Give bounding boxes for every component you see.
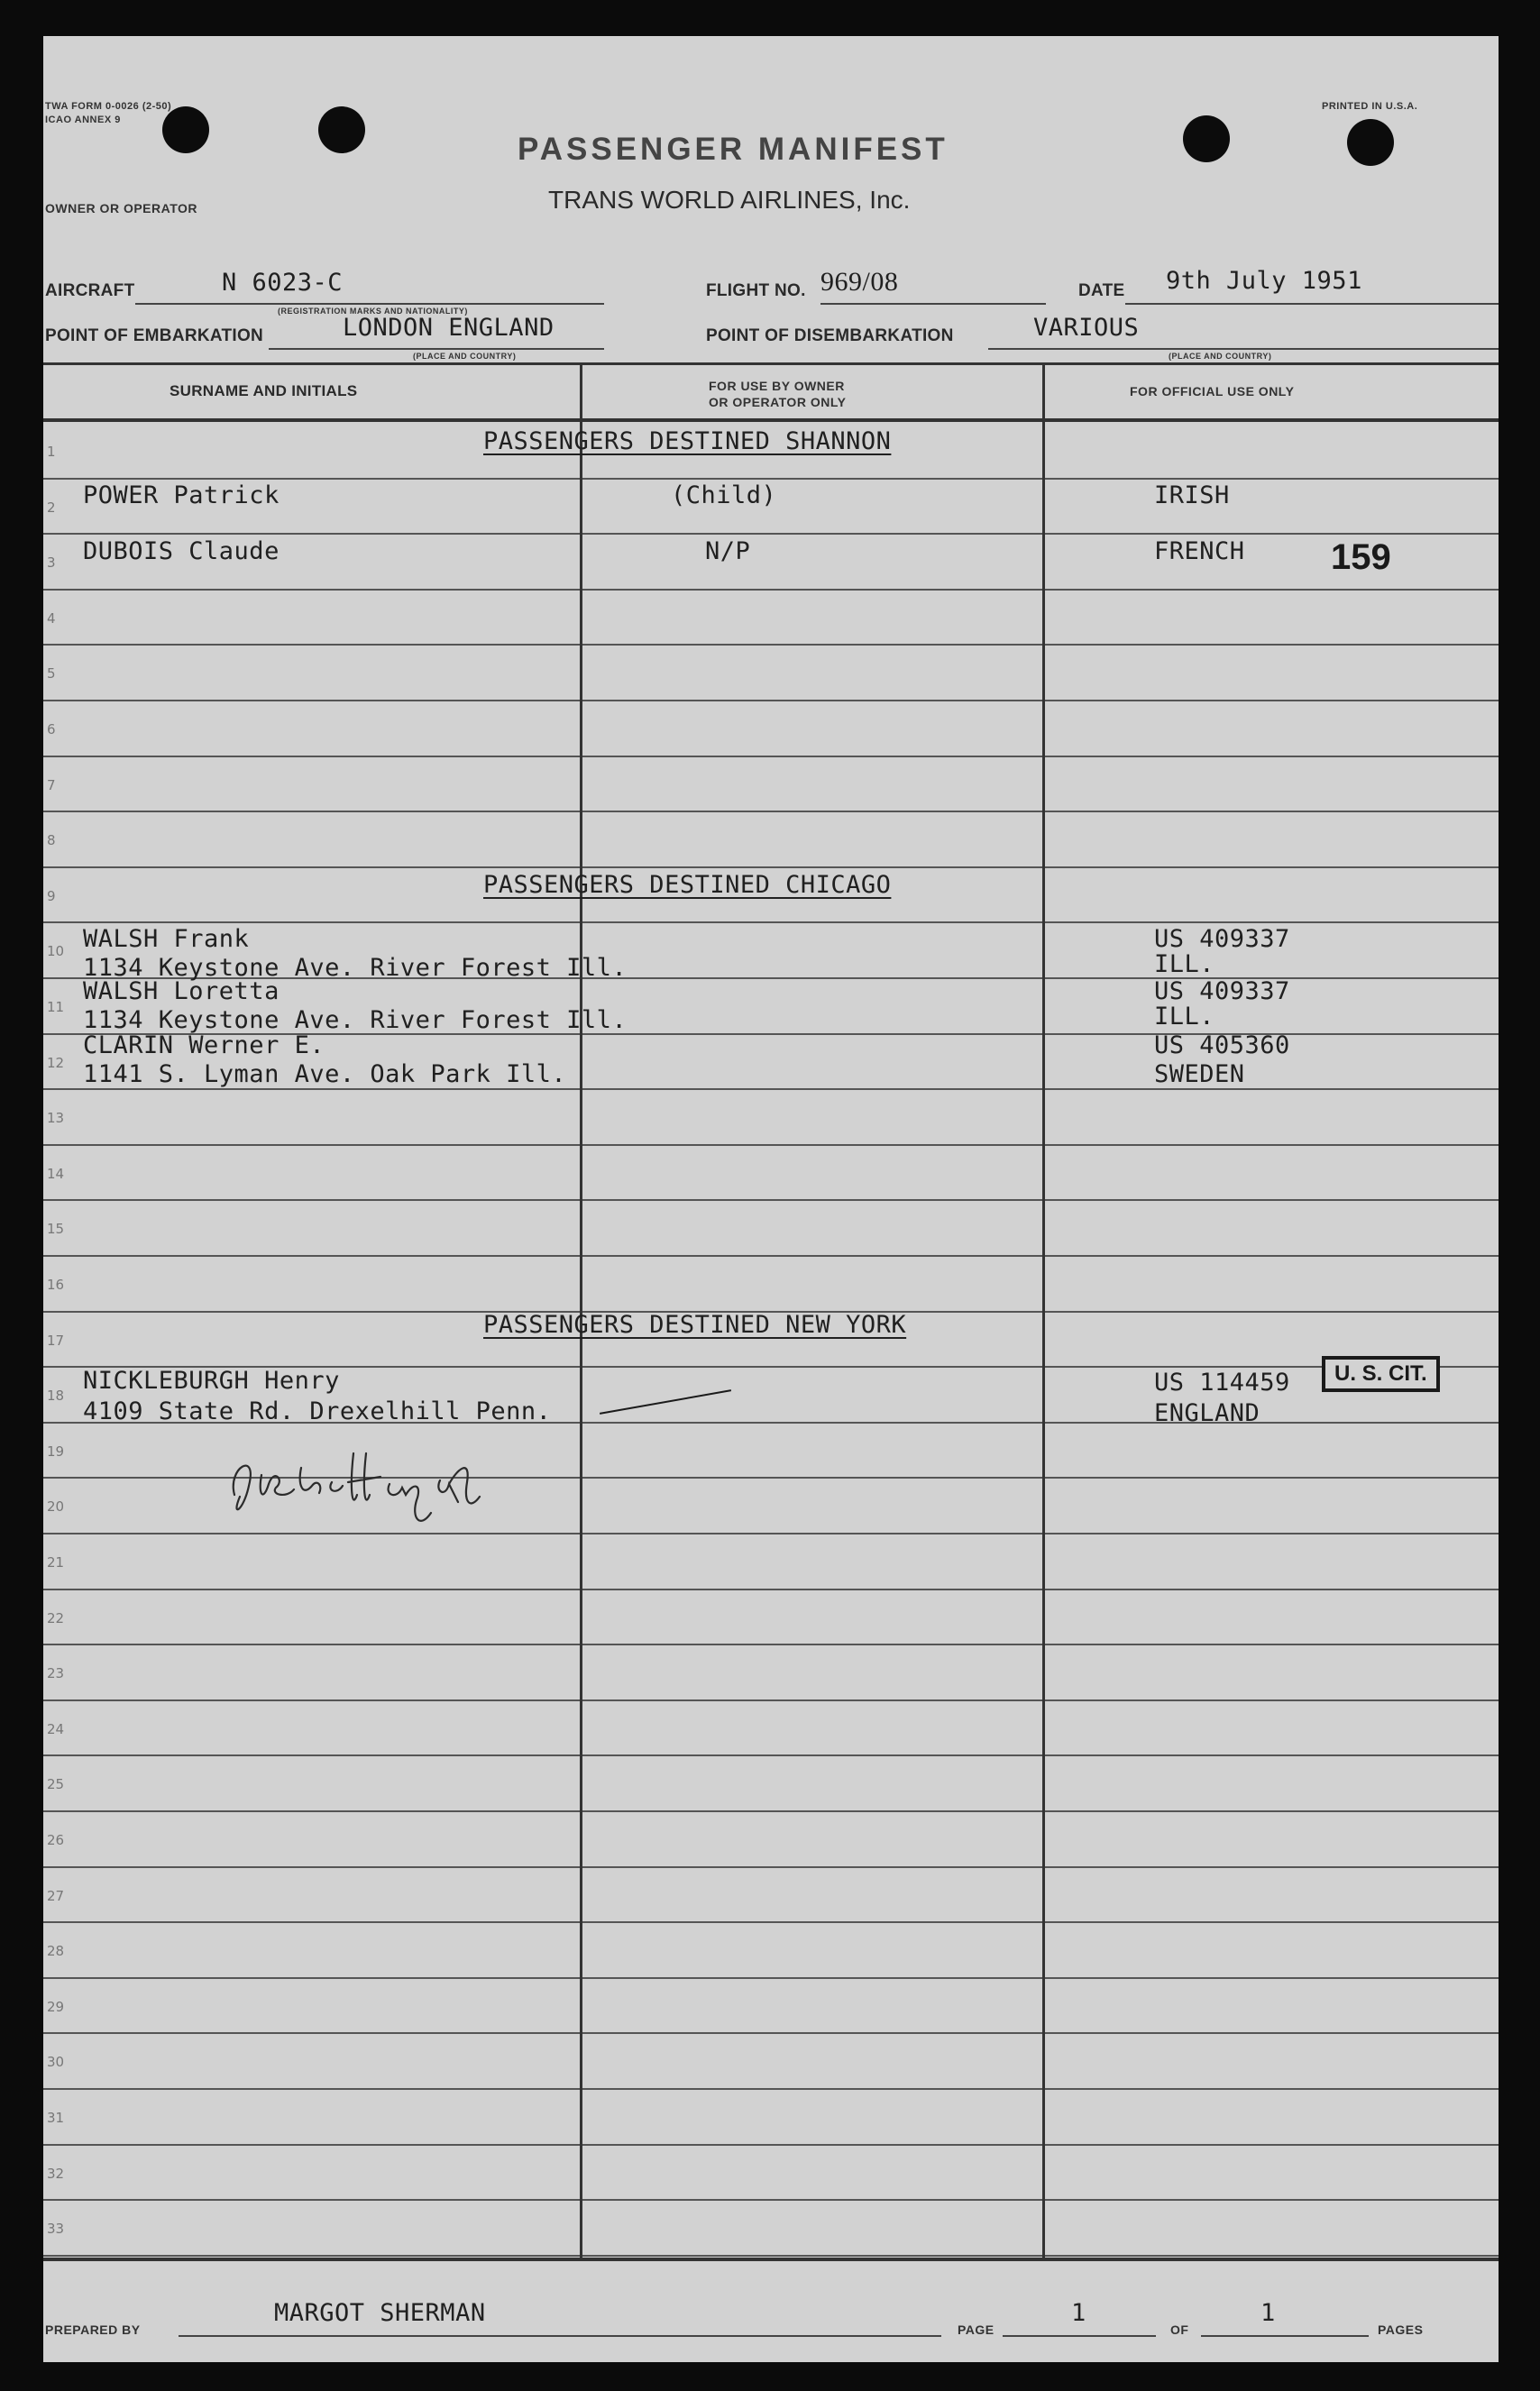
passenger-name: DUBOIS Claude [83, 537, 280, 565]
passenger-nationality: FRENCH [1154, 537, 1245, 565]
flight-value: 969/08 [820, 267, 899, 297]
row-number: 32 [47, 2166, 65, 2182]
row-rule [43, 2255, 1499, 2257]
passenger-name: NICKLEBURGH Henry [83, 1367, 340, 1395]
section-title-new-york: PASSENGERS DESTINED NEW YORK [483, 1311, 907, 1339]
row-number: 11 [47, 999, 65, 1015]
passenger-name: CLARIN Werner E. [83, 1031, 325, 1059]
row-rule [43, 811, 1499, 812]
passenger-note: (Child) [671, 481, 777, 509]
section-title-chicago: PASSENGERS DESTINED CHICAGO [483, 871, 892, 899]
row-rule [43, 756, 1499, 757]
page-label: PAGE [958, 2322, 995, 2337]
row-number: 18 [47, 1388, 65, 1404]
page-title: PASSENGER MANIFEST [518, 132, 949, 167]
stamped-count: 159 [1331, 537, 1391, 577]
official-note: ENGLAND [1154, 1399, 1260, 1427]
row-rule [43, 921, 1499, 923]
date-label: DATE [1078, 281, 1125, 300]
aircraft-value: N 6023-C [222, 269, 344, 297]
row-number: 20 [47, 1498, 65, 1515]
row-rule [43, 1255, 1499, 1257]
column-header-official: FOR OFFICIAL USE ONLY [1130, 384, 1295, 398]
row-number: 30 [47, 2054, 65, 2070]
row-number: 15 [47, 1221, 65, 1237]
row-rule [43, 1754, 1499, 1756]
row-rule [43, 1921, 1499, 1923]
row-rule [43, 2199, 1499, 2201]
passenger-name: WALSH Loretta [83, 977, 280, 1005]
prepared-by-label: PREPARED BY [45, 2322, 141, 2337]
embarkation-label: POINT OF EMBARKATION [45, 326, 264, 345]
column-header-surname: SURNAME AND INITIALS [170, 382, 358, 399]
official-note: SWEDEN [1154, 1060, 1245, 1088]
row-number: 28 [47, 1943, 65, 1959]
row-number: 16 [47, 1277, 65, 1293]
of-label: OF [1170, 2322, 1189, 2337]
row-number: 6 [47, 721, 56, 737]
row-rule [43, 866, 1499, 868]
row-number: 25 [47, 1776, 65, 1792]
officer-signature [222, 1432, 546, 1540]
company-name: TRANS WORLD AIRLINES, Inc. [548, 186, 911, 214]
row-rule [43, 1088, 1499, 1090]
embarkation-value: LONDON ENGLAND [343, 314, 555, 342]
row-number: 3 [47, 554, 56, 571]
form-annex: ICAO ANNEX 9 [45, 115, 121, 125]
row-number: 17 [47, 1333, 65, 1349]
official-number: US 409337 [1154, 925, 1290, 953]
row-rule [43, 1199, 1499, 1201]
row-rule [43, 589, 1499, 591]
official-number: US 409337 [1154, 977, 1290, 1005]
row-rule [43, 1866, 1499, 1868]
row-rule [43, 478, 1499, 480]
row-rule [43, 1644, 1499, 1645]
flight-label: FLIGHT NO. [706, 281, 806, 300]
row-number: 13 [47, 1110, 65, 1126]
official-number: US 114459 [1154, 1369, 1290, 1397]
aircraft-sublabel: (REGISTRATION MARKS AND NATIONALITY) [278, 307, 468, 316]
date-value: 9th July 1951 [1166, 267, 1362, 295]
punch-hole [1347, 119, 1394, 166]
passenger-name: POWER Patrick [83, 481, 280, 509]
row-number: 7 [47, 777, 56, 793]
row-number: 12 [47, 1055, 65, 1071]
row-number: 14 [47, 1166, 65, 1182]
row-number: 29 [47, 1999, 65, 2015]
row-rule [43, 2032, 1499, 2034]
row-number: 2 [47, 499, 56, 516]
column-header-owner-2: OR OPERATOR ONLY [709, 395, 847, 409]
row-rule [43, 533, 1499, 535]
passenger-note: N/P [705, 537, 751, 565]
row-number: 33 [47, 2221, 65, 2237]
disembarkation-value: VARIOUS [1033, 314, 1140, 342]
row-rule [43, 2144, 1499, 2146]
row-rule [43, 2088, 1499, 2090]
pen-stroke [600, 1389, 731, 1415]
row-rule [43, 1589, 1499, 1590]
column-divider [1042, 362, 1045, 2258]
section-title-shannon: PASSENGERS DESTINED SHANNON [483, 427, 892, 455]
aircraft-label: AIRCRAFT [45, 281, 135, 300]
row-number: 23 [47, 1665, 65, 1681]
row-number: 4 [47, 610, 56, 627]
passenger-address: 1141 S. Lyman Ave. Oak Park Ill. [83, 1060, 567, 1088]
citizenship-stamp: U. S. CIT. [1322, 1356, 1440, 1392]
prepared-by-value: MARGOT SHERMAN [274, 2299, 486, 2327]
row-number: 5 [47, 665, 56, 682]
punch-hole [318, 106, 365, 153]
punch-hole [162, 106, 209, 153]
row-number: 22 [47, 1610, 65, 1626]
row-number: 27 [47, 1888, 65, 1904]
row-number: 10 [47, 943, 65, 959]
form-id: TWA FORM 0-0026 (2-50) [45, 101, 172, 112]
row-number: 8 [47, 832, 56, 848]
owner-label: OWNER OR OPERATOR [45, 201, 197, 215]
printed-note: PRINTED IN U.S.A. [1322, 101, 1418, 112]
row-rule [43, 1977, 1499, 1979]
passenger-name: WALSH Frank [83, 925, 250, 953]
punch-hole [1183, 115, 1230, 162]
row-rule [43, 1144, 1499, 1146]
row-number: 1 [47, 444, 56, 460]
row-number: 31 [47, 2110, 65, 2126]
disembarkation-label: POINT OF DISEMBARKATION [706, 326, 954, 345]
passenger-address: 4109 State Rd. Drexelhill Penn. [83, 1397, 552, 1425]
row-number: 26 [47, 1832, 65, 1848]
row-rule [43, 1810, 1499, 1812]
row-number: 24 [47, 1721, 65, 1737]
official-note: ILL. [1154, 950, 1215, 978]
passenger-nationality: IRISH [1154, 481, 1230, 509]
row-rule [43, 700, 1499, 701]
row-rule [43, 1699, 1499, 1701]
manifest-sheet [43, 36, 1499, 2362]
row-number: 19 [47, 1443, 65, 1460]
official-number: US 405360 [1154, 1031, 1290, 1059]
passenger-address: 1134 Keystone Ave. River Forest Ill. [83, 1006, 628, 1034]
official-note: ILL. [1154, 1003, 1215, 1031]
disembarkation-sublabel: (PLACE AND COUNTRY) [1169, 352, 1272, 361]
row-rule [43, 644, 1499, 646]
column-divider [580, 362, 582, 2258]
row-number: 21 [47, 1554, 65, 1571]
passenger-address: 1134 Keystone Ave. River Forest Ill. [83, 954, 628, 982]
page-number: 1 [1071, 2299, 1086, 2327]
embarkation-sublabel: (PLACE AND COUNTRY) [413, 352, 517, 361]
page-total: 1 [1260, 2299, 1276, 2327]
pages-label: PAGES [1378, 2322, 1424, 2337]
column-header-owner-1: FOR USE BY OWNER [709, 379, 845, 393]
row-number: 9 [47, 888, 56, 904]
